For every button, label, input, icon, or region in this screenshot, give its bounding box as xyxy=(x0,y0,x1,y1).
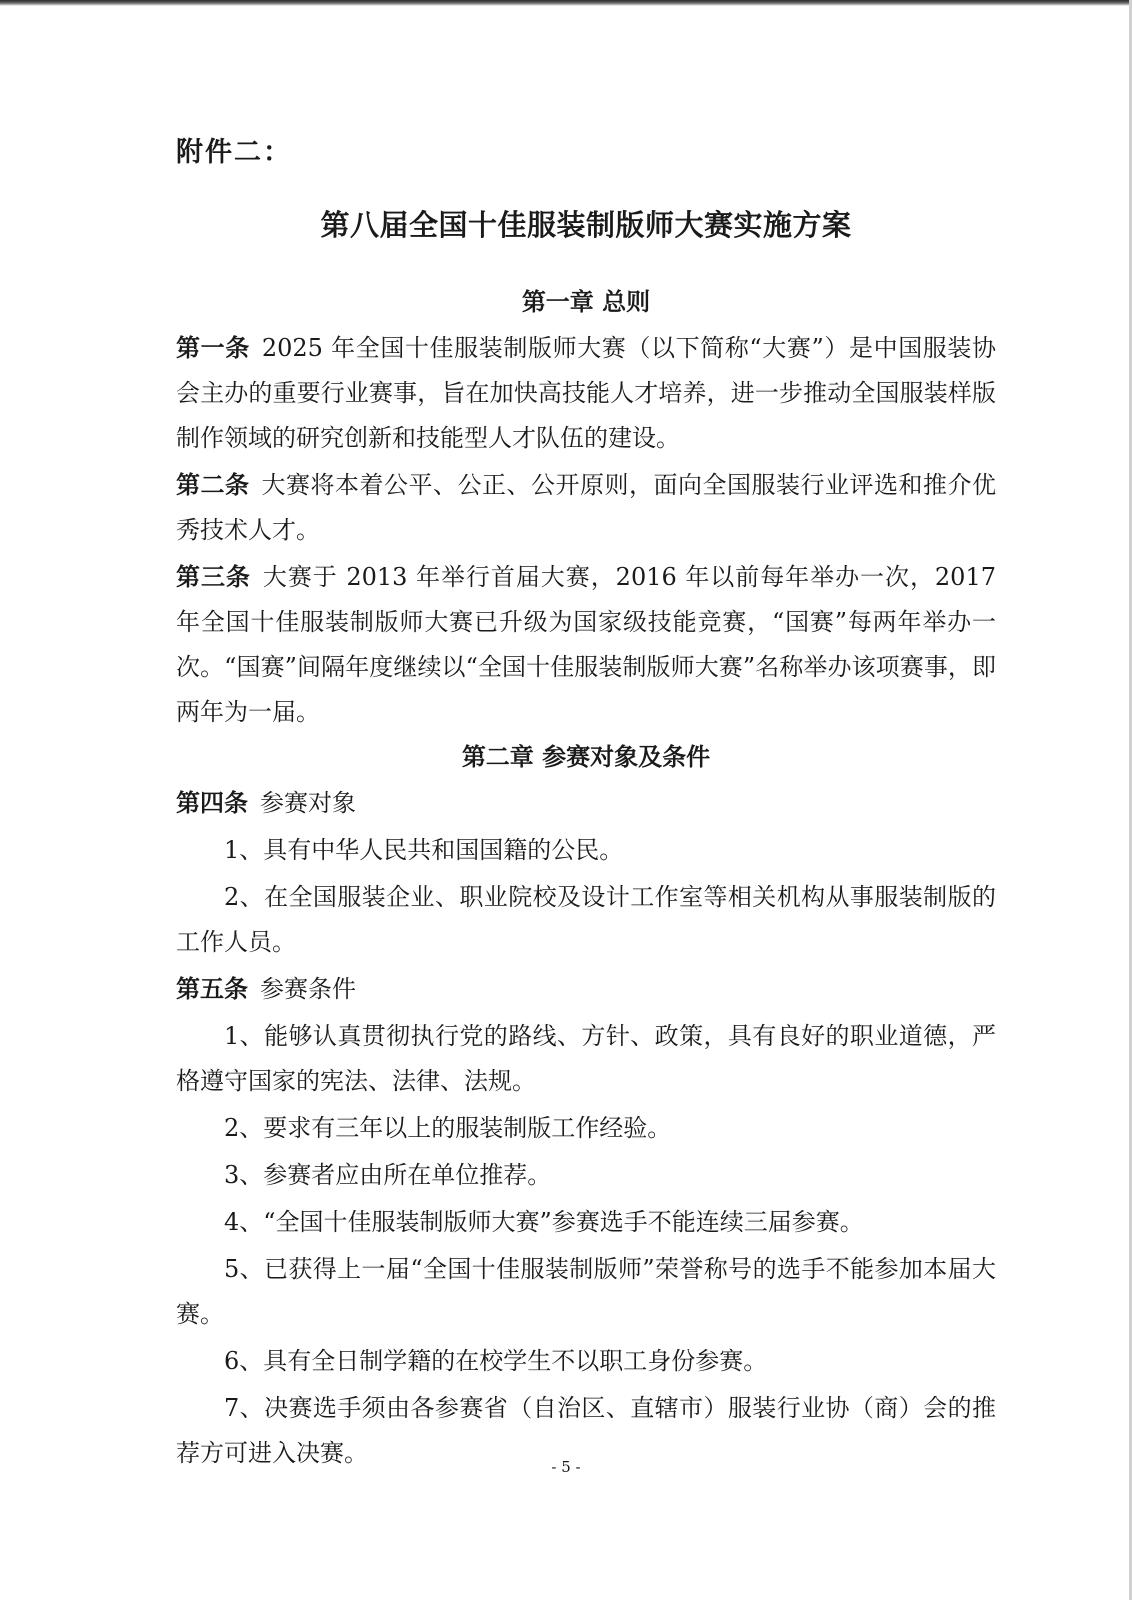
chapter-2-heading: 第二章 参赛对象及条件 xyxy=(461,743,711,771)
document-title: 第八届全国十佳服装制版师大赛实施方案 xyxy=(320,208,852,242)
list-item: 2、要求有三年以上的服装制版工作经验。 xyxy=(224,1114,672,1142)
list-item: 5、已获得上一届“全国十佳服装制版师”荣誉称号的选手不能参加本届大赛。 xyxy=(176,1255,996,1328)
article-label: 第四条 xyxy=(176,789,248,817)
article-text: 参赛条件 xyxy=(260,975,356,1003)
scan-edge-top xyxy=(0,0,1132,6)
article-text: 2025 年全国十佳服装制版师大赛（以下简称“大赛”）是中国服装协会主办的重要行业赛事，旨在加快高技能人才培养，进一步推动全国服装样版制作领域的研究创新和技能型人才队伍的建设。 xyxy=(176,334,997,452)
article-label: 第二条 xyxy=(176,471,250,499)
list-item: 1、具有中华人民共和国国籍的公民。 xyxy=(224,836,624,864)
article-4 xyxy=(176,781,996,826)
article-label: 第三条 xyxy=(176,563,251,591)
list-item: 4、“全国十佳服装制版师大赛”参赛选手不能连续三届参赛。 xyxy=(224,1208,864,1236)
page-number: - 5 - xyxy=(551,1458,581,1476)
article-label: 第一条 xyxy=(176,334,250,362)
list-item: 3、参赛者应由所在单位推荐。 xyxy=(224,1161,552,1189)
article-text: 大赛于 2013 年举行首届大赛，2016 年以前每年举办一次，2017 年全国十佳服装制版师大赛已升级为国家级技能竞赛，“国赛”每两年举办一次。“国赛”间隔年度继续以“全国十佳服装制版师大赛”名称举办该项赛事，即两年为一届。 xyxy=(176,563,996,726)
list-item: 2、在全国服装企业、职业院校及设计工作室等相关机构从事服装制版的工作人员。 xyxy=(176,883,996,956)
document-page xyxy=(176,130,996,1478)
article-3 xyxy=(176,555,996,735)
article-text: 大赛将本着公平、公正、公开原则，面向全国服装行业评选和推介优秀技术人才。 xyxy=(176,471,996,544)
article-1 xyxy=(176,326,996,461)
article-text: 参赛对象 xyxy=(260,789,356,817)
article-label: 第五条 xyxy=(176,975,248,1003)
list-item: 7、决赛选手须由各参赛省（自治区、直辖市）服装行业协（商）会的推荐方可进入决赛。 xyxy=(176,1394,996,1467)
article-5 xyxy=(176,967,996,1012)
chapter-1-heading: 第一章 总则 xyxy=(521,288,651,316)
list-item: 6、具有全日制学籍的在校学生不以职工身份参赛。 xyxy=(224,1347,768,1375)
list-item: 1、能够认真贯彻执行党的路线、方针、政策，具有良好的职业道德，严格遵守国家的宪法、法律、法规。 xyxy=(176,1022,996,1095)
attachment-label: 附件二： xyxy=(176,137,292,168)
article-2 xyxy=(176,463,996,553)
